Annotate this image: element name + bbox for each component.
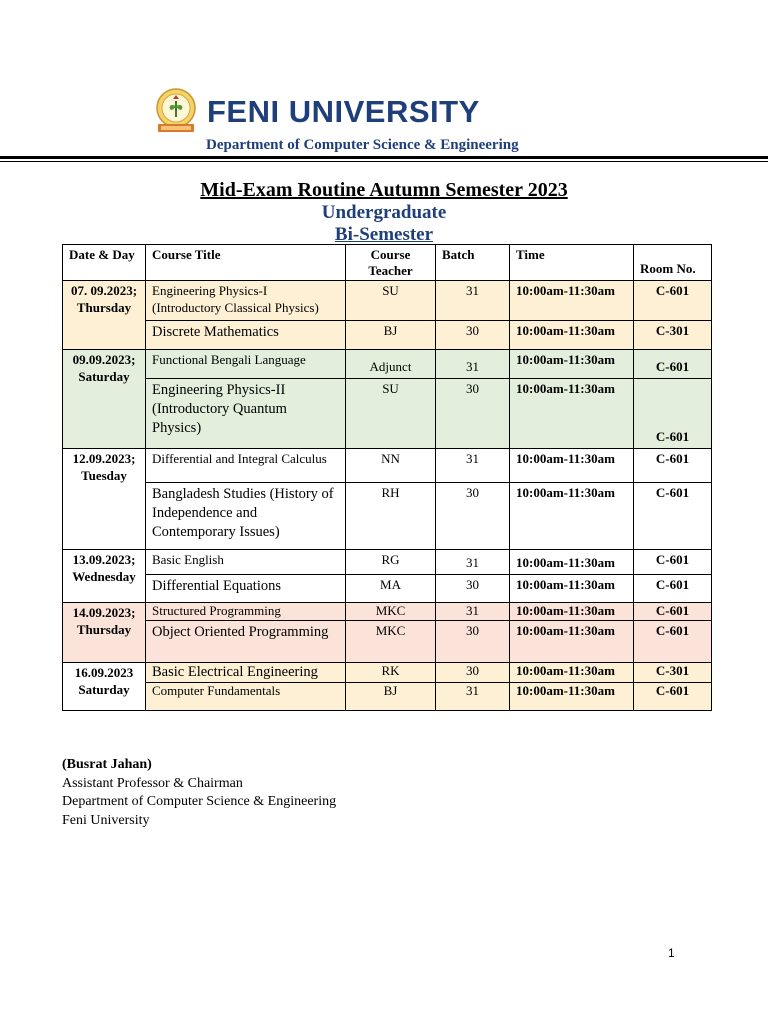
date-cell xyxy=(63,281,146,350)
signatory-name: (Busrat Jahan) xyxy=(62,757,152,772)
university-logo-icon xyxy=(151,86,201,136)
time-cell: 10:00am-11:30am xyxy=(510,621,634,663)
course-cell: Basic English xyxy=(146,550,346,575)
time-cell: 10:00am-11:30am xyxy=(510,281,634,321)
exam-day: Saturday xyxy=(78,682,130,698)
room-cell: C-601 xyxy=(634,621,712,663)
time-cell: 10:00am-11:30am xyxy=(510,663,634,683)
batch-cell: 30 xyxy=(436,321,510,350)
table-row xyxy=(63,621,712,663)
table-row xyxy=(63,663,712,683)
exam-date: 09.09.2023; xyxy=(72,352,136,368)
room-cell: C-301 xyxy=(634,663,712,683)
course-cell: Differential and Integral Calculus xyxy=(146,449,346,483)
course-cell: Differential Equations xyxy=(146,575,346,603)
course-cell: Engineering Physics-I (Introductory Classical Physics) xyxy=(146,281,346,321)
room-cell: C-601 xyxy=(634,575,712,603)
time-cell: 10:00am-11:30am xyxy=(510,603,634,621)
room-cell: C-601 xyxy=(634,350,712,379)
batch-cell: 31 xyxy=(436,683,510,711)
room-cell: C-301 xyxy=(634,321,712,350)
table-row xyxy=(63,603,712,621)
exam-day: Thursday xyxy=(76,300,132,316)
header-course: Course Title xyxy=(146,245,346,281)
room-cell: C-601 xyxy=(634,483,712,550)
batch-cell: 31 xyxy=(436,281,510,321)
batch-cell: 30 xyxy=(436,621,510,663)
batch-cell: 31 xyxy=(436,350,510,379)
course-cell: Functional Bengali Language xyxy=(146,350,346,379)
page-number: 1 xyxy=(668,946,675,960)
time-cell: 10:00am-11:30am xyxy=(510,483,634,550)
room-cell: C-601 xyxy=(634,603,712,621)
batch-cell: 31 xyxy=(436,449,510,483)
signatory-designation: Assistant Professor & Chairman xyxy=(62,775,243,791)
exam-day: Tuesday xyxy=(81,468,127,484)
table-row xyxy=(63,350,712,379)
time-cell: 10:00am-11:30am xyxy=(510,379,634,449)
program-title: Bi-Semester xyxy=(334,224,434,245)
table-row xyxy=(63,281,712,321)
room-cell: C-601 xyxy=(634,449,712,483)
exam-date: 07. 09.2023; xyxy=(70,283,138,299)
batch-cell: 30 xyxy=(436,663,510,683)
date-cell xyxy=(63,350,146,449)
room-cell: C-601 xyxy=(634,379,712,449)
time-cell: 10:00am-11:30am xyxy=(510,575,634,603)
teacher-cell: SU xyxy=(346,281,436,321)
header-batch: Batch xyxy=(436,245,510,281)
course-cell: Computer Fundamentals xyxy=(146,683,346,711)
exam-date: 12.09.2023; xyxy=(72,451,136,467)
time-cell: 10:00am-11:30am xyxy=(510,350,634,379)
batch-cell: 31 xyxy=(436,603,510,621)
course-cell: Object Oriented Programming xyxy=(146,621,346,663)
date-cell xyxy=(63,449,146,550)
date-cell xyxy=(63,663,146,711)
batch-cell: 31 xyxy=(436,550,510,575)
signatory-department: Department of Computer Science & Engineering xyxy=(62,794,337,809)
time-cell: 10:00am-11:30am xyxy=(510,449,634,483)
time-cell: 10:00am-11:30am xyxy=(510,683,634,711)
routine-title: Mid-Exam Routine Autumn Semester 2023 xyxy=(200,179,568,201)
teacher-cell: MA xyxy=(346,575,436,603)
time-cell: 10:00am-11:30am xyxy=(510,321,634,350)
course-cell: Discrete Mathematics xyxy=(146,321,346,350)
department-name: Department of Computer Science & Engineering xyxy=(206,137,519,153)
table-row xyxy=(63,321,712,350)
level-title: Undergraduate xyxy=(321,202,447,223)
exam-day: Wednesday xyxy=(72,569,136,585)
course-cell: Basic Electrical Engineering xyxy=(146,663,346,683)
teacher-cell: SU xyxy=(346,379,436,449)
exam-date: 14.09.2023; xyxy=(72,605,136,621)
table-header-row xyxy=(63,245,712,281)
table-row xyxy=(63,449,712,483)
teacher-cell: RG xyxy=(346,550,436,575)
teacher-cell: BJ xyxy=(346,321,436,350)
table-row xyxy=(63,683,712,711)
table-row xyxy=(63,483,712,550)
teacher-cell: MKC xyxy=(346,603,436,621)
university-name: FENI UNIVERSITY xyxy=(207,94,480,129)
header-rule-bottom xyxy=(0,161,768,162)
header-room: Room No. xyxy=(634,245,712,281)
course-cell: Bangladesh Studies (History of Independence and Contemporary Issues) xyxy=(146,483,346,550)
teacher-cell: BJ xyxy=(346,683,436,711)
course-cell: Engineering Physics-II (Introductory Quantum Physics) xyxy=(146,379,346,449)
exam-day: Saturday xyxy=(78,369,130,385)
room-cell: C-601 xyxy=(634,550,712,575)
header-date: Date & Day xyxy=(63,245,146,281)
signatory-institution: Feni University xyxy=(62,812,150,828)
date-cell xyxy=(63,603,146,663)
batch-cell: 30 xyxy=(436,575,510,603)
table-row xyxy=(63,575,712,603)
table-row xyxy=(63,550,712,575)
header-rule-top xyxy=(0,156,768,159)
signature-block xyxy=(62,756,336,830)
exam-date: 13.09.2023; xyxy=(72,552,136,568)
teacher-cell: MKC xyxy=(346,621,436,663)
exam-day: Thursday xyxy=(76,622,132,638)
teacher-cell: RH xyxy=(346,483,436,550)
table-row xyxy=(63,379,712,449)
teacher-cell: NN xyxy=(346,449,436,483)
time-cell: 10:00am-11:30am xyxy=(510,550,634,575)
course-cell: Structured Programming xyxy=(146,603,346,621)
exam-date: 16.09.2023 xyxy=(74,665,134,681)
batch-cell: 30 xyxy=(436,483,510,550)
teacher-cell: Adjunct xyxy=(346,350,436,379)
batch-cell: 30 xyxy=(436,379,510,449)
room-cell: C-601 xyxy=(634,683,712,711)
header-teacher: Course Teacher xyxy=(346,245,436,281)
exam-routine-table xyxy=(62,244,712,711)
room-cell: C-601 xyxy=(634,281,712,321)
header-time: Time xyxy=(510,245,634,281)
date-cell xyxy=(63,550,146,603)
teacher-cell: RK xyxy=(346,663,436,683)
